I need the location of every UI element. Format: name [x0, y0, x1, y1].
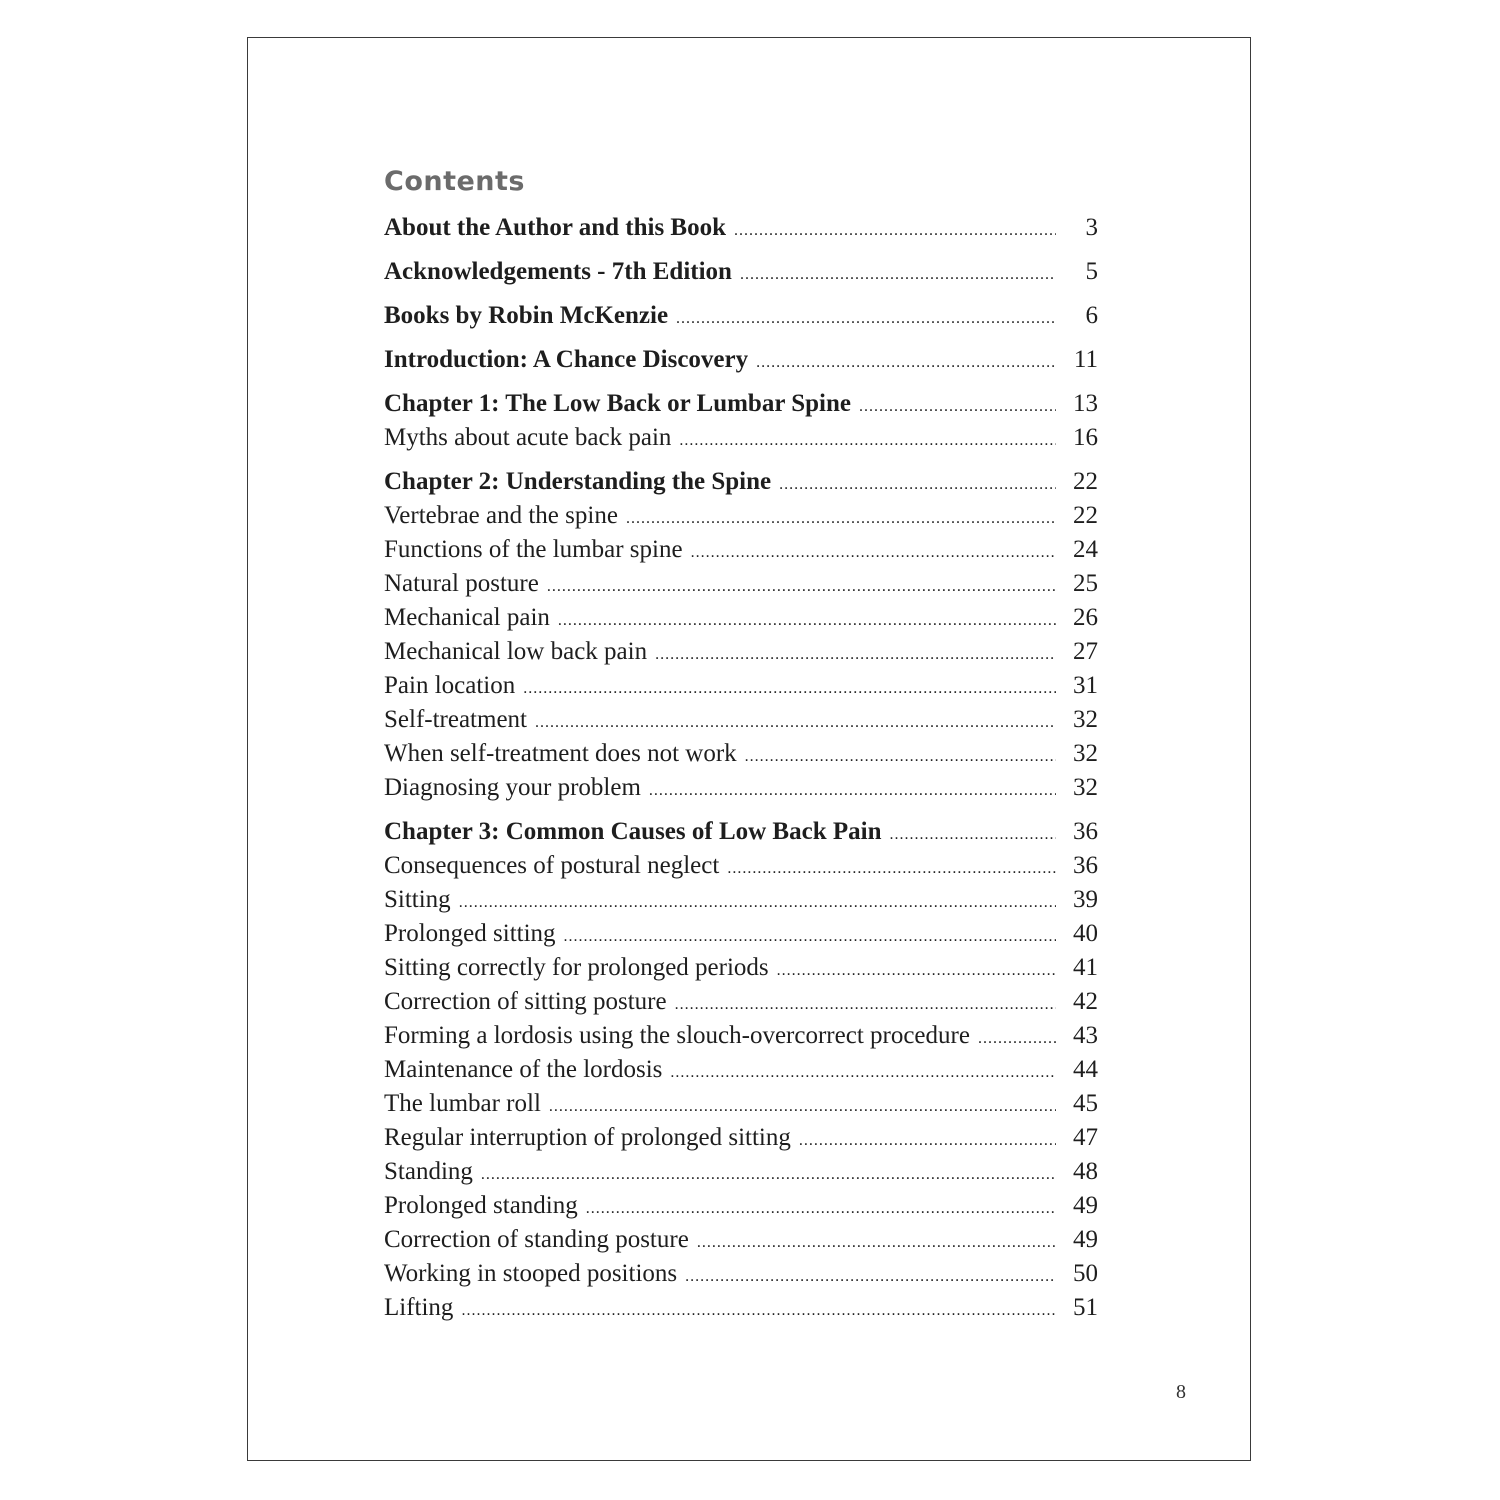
- toc-entry-title: Books by Robin McKenzie: [384, 302, 669, 329]
- dot-leader: [679, 432, 1056, 450]
- dot-leader: [626, 510, 1056, 528]
- toc-entry-title: Working in stooped positions: [384, 1260, 678, 1287]
- toc-entry-page: 11: [1073, 346, 1098, 373]
- dot-leader: [756, 354, 1056, 372]
- toc-entry-page: 24: [1073, 536, 1098, 563]
- toc-subsection-entry: [384, 1226, 1098, 1260]
- dot-leader: [727, 860, 1056, 878]
- dot-leader: [691, 544, 1056, 562]
- toc-subsection-entry: [384, 672, 1098, 706]
- toc-entry-title: Myths about acute back pain: [384, 424, 672, 451]
- toc-subsection-entry: [384, 1056, 1098, 1090]
- toc-entry-title: Pain location: [384, 672, 516, 699]
- toc-entry-title: Introduction: A Chance Discovery: [384, 346, 749, 373]
- dot-leader: [586, 1200, 1056, 1218]
- toc-entry-page: 5: [1085, 258, 1098, 285]
- dot-leader: [670, 1064, 1056, 1082]
- toc-section-entry: [384, 292, 1098, 336]
- toc-entry-title: When self-treatment does not work: [384, 740, 737, 767]
- toc-entry-title: Regular interruption of prolonged sitting: [384, 1124, 791, 1151]
- toc-subsection-entry: [384, 536, 1098, 570]
- toc-entry-title: Correction of sitting posture: [384, 988, 667, 1015]
- toc-entry-title: Sitting: [384, 886, 451, 913]
- toc-subsection-entry: [384, 954, 1098, 988]
- dot-leader: [777, 962, 1056, 980]
- toc-subsection-entry: [384, 1124, 1098, 1158]
- toc-entry-page: 25: [1073, 570, 1098, 597]
- toc-subsection-entry: [384, 1022, 1098, 1056]
- dot-leader: [889, 826, 1056, 844]
- toc-entry-page: 31: [1073, 672, 1098, 699]
- toc-entry-page: 43: [1073, 1022, 1098, 1049]
- dot-leader: [649, 782, 1056, 800]
- dot-leader: [558, 612, 1056, 630]
- toc-entry-page: 49: [1073, 1192, 1098, 1219]
- dot-leader: [481, 1166, 1056, 1184]
- toc-entry-title: Chapter 1: The Low Back or Lumbar Spine: [384, 390, 851, 417]
- toc-entry-page: 42: [1073, 988, 1098, 1015]
- toc-subsection-entry: [384, 740, 1098, 774]
- toc-entry-title: Natural posture: [384, 570, 539, 597]
- toc-entry-page: 22: [1073, 502, 1098, 529]
- dot-leader: [697, 1234, 1056, 1252]
- toc-entry-page: 49: [1073, 1226, 1098, 1253]
- toc-entry-page: 48: [1073, 1158, 1098, 1185]
- dot-leader: [745, 748, 1056, 766]
- toc-subsection-entry: [384, 1192, 1098, 1226]
- toc-subsection-entry: [384, 638, 1098, 672]
- toc-entry-title: Self-treatment: [384, 706, 527, 733]
- toc-entry-title: Acknowledgements - 7th Edition: [384, 258, 732, 285]
- toc-subsection-entry: [384, 1294, 1098, 1328]
- table-of-contents: [384, 214, 1098, 1328]
- dot-leader: [676, 310, 1056, 328]
- toc-subsection-entry: [384, 774, 1098, 808]
- toc-subsection-entry: [384, 604, 1098, 638]
- dot-leader: [978, 1030, 1056, 1048]
- toc-entry-page: 40: [1073, 920, 1098, 947]
- dot-leader: [523, 680, 1056, 698]
- toc-subsection-entry: [384, 988, 1098, 1022]
- toc-entry-title: Mechanical low back pain: [384, 638, 648, 665]
- dot-leader: [459, 894, 1056, 912]
- toc-entry-title: Chapter 3: Common Causes of Low Back Pain: [384, 818, 882, 845]
- dot-leader: [547, 578, 1056, 596]
- toc-entry-title: Forming a lordosis using the slouch-overcorrect procedure: [384, 1022, 970, 1049]
- toc-entry-page: 39: [1073, 886, 1098, 913]
- dot-leader: [655, 646, 1056, 664]
- toc-section-entry: [384, 336, 1098, 380]
- toc-entry-page: 26: [1073, 604, 1098, 631]
- toc-entry-title: Functions of the lumbar spine: [384, 536, 683, 563]
- toc-entry-title: Mechanical pain: [384, 604, 550, 631]
- dot-leader: [564, 928, 1056, 946]
- toc-entry-title: The lumbar roll: [384, 1090, 541, 1117]
- toc-subsection-entry: [384, 502, 1098, 536]
- toc-subsection-entry: [384, 852, 1098, 886]
- book-page: [247, 37, 1251, 1461]
- toc-section-entry: [384, 380, 1098, 424]
- toc-entry-title: Diagnosing your problem: [384, 774, 641, 801]
- toc-section-entry: [384, 808, 1098, 852]
- toc-entry-page: 13: [1073, 390, 1098, 417]
- toc-subsection-entry: [384, 886, 1098, 920]
- toc-entry-page: 36: [1073, 818, 1098, 845]
- toc-entry-page: 36: [1073, 852, 1098, 879]
- toc-section-entry: [384, 458, 1098, 502]
- toc-entry-title: Correction of standing posture: [384, 1226, 689, 1253]
- dot-leader: [734, 222, 1056, 240]
- toc-entry-page: 16: [1073, 424, 1098, 451]
- toc-entry-title: Vertebrae and the spine: [384, 502, 618, 529]
- toc-subsection-entry: [384, 424, 1098, 458]
- dot-leader: [740, 266, 1056, 284]
- toc-section-entry: [384, 214, 1098, 248]
- toc-entry-page: 32: [1073, 774, 1098, 801]
- toc-entry-page: 51: [1073, 1294, 1098, 1321]
- toc-section-entry: [384, 248, 1098, 292]
- toc-entry-title: Consequences of postural neglect: [384, 852, 720, 879]
- contents-heading: Contents: [384, 166, 526, 197]
- dot-leader: [799, 1132, 1056, 1150]
- dot-leader: [461, 1302, 1056, 1320]
- toc-entry-title: Maintenance of the lordosis: [384, 1056, 663, 1083]
- toc-subsection-entry: [384, 570, 1098, 604]
- toc-entry-page: 44: [1073, 1056, 1098, 1083]
- dot-leader: [535, 714, 1056, 732]
- dot-leader: [859, 398, 1056, 416]
- toc-subsection-entry: [384, 1158, 1098, 1192]
- toc-entry-page: 32: [1073, 706, 1098, 733]
- toc-entry-page: 41: [1073, 954, 1098, 981]
- toc-entry-page: 6: [1085, 302, 1098, 329]
- toc-entry-title: Chapter 2: Understanding the Spine: [384, 468, 772, 495]
- dot-leader: [549, 1098, 1056, 1116]
- toc-entry-title: Standing: [384, 1158, 473, 1185]
- toc-entry-page: 22: [1073, 468, 1098, 495]
- toc-subsection-entry: [384, 1090, 1098, 1124]
- toc-entry-title: Lifting: [384, 1294, 454, 1321]
- toc-subsection-entry: [384, 920, 1098, 954]
- toc-entry-page: 3: [1085, 214, 1098, 241]
- dot-leader: [685, 1268, 1056, 1286]
- toc-entry-title: Prolonged standing: [384, 1192, 578, 1219]
- page-number: 8: [1176, 1381, 1186, 1403]
- toc-entry-page: 27: [1073, 638, 1098, 665]
- toc-entry-title: Prolonged sitting: [384, 920, 556, 947]
- toc-entry-page: 50: [1073, 1260, 1098, 1287]
- toc-entry-title: Sitting correctly for prolonged periods: [384, 954, 769, 981]
- toc-entry-page: 47: [1073, 1124, 1098, 1151]
- dot-leader: [779, 476, 1056, 494]
- toc-entry-page: 32: [1073, 740, 1098, 767]
- toc-subsection-entry: [384, 706, 1098, 740]
- dot-leader: [675, 996, 1056, 1014]
- toc-entry-title: About the Author and this Book: [384, 214, 727, 241]
- toc-entry-page: 45: [1073, 1090, 1098, 1117]
- toc-subsection-entry: [384, 1260, 1098, 1294]
